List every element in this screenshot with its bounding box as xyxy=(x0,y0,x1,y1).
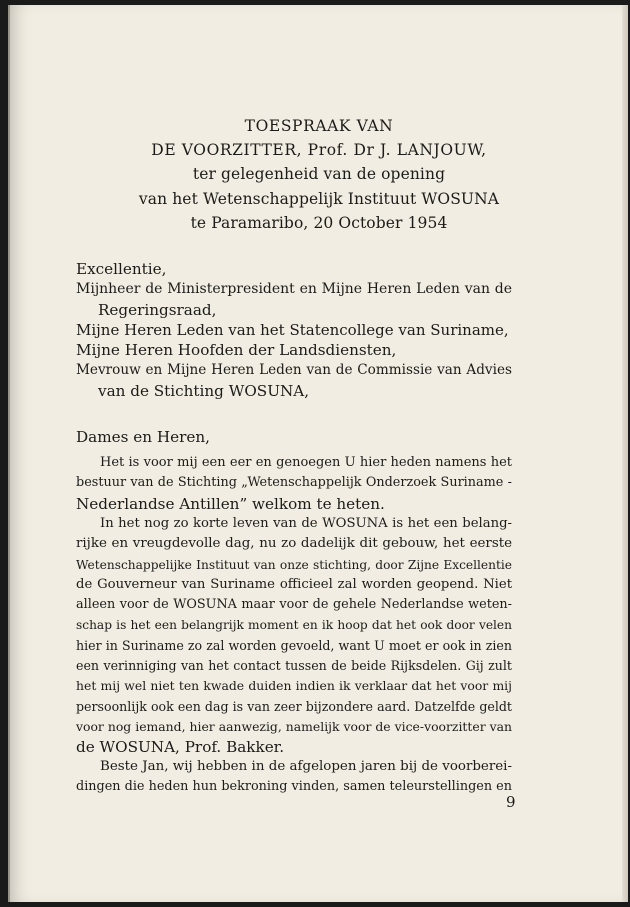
heading-occasion: ter gelegenheid van de opening xyxy=(192,165,446,184)
paragraph-line: hier in Suriname zo zal worden gevoeld, want U moet er ook in zien xyxy=(76,637,512,653)
greeting-line: Dames en Heren, xyxy=(76,428,210,446)
salutation-line: van de Stichting WOSUNA, xyxy=(98,381,310,400)
paragraph-2 xyxy=(76,514,512,758)
heading-institute: van het Wetenschappelijk Instituut WOSUNA xyxy=(138,189,500,208)
salutation-line: Excellentie, xyxy=(76,260,167,278)
heading-place-date: te Paramaribo, 20 October 1954 xyxy=(190,213,448,232)
paragraph-line: rijke en vreugdevolle dag, nu zo dadelijk dit gebouw, het eerste xyxy=(76,536,512,552)
heading-speaker: DE VOORZITTER, Prof. Dr J. LANJOUW, xyxy=(151,141,487,160)
paragraph-line: bestuur van de Stichting „Wetenschappelijk Onderzoek Suriname - xyxy=(76,475,512,491)
paragraph-line: Nederlandse Antillen” welkom te heten. xyxy=(76,494,385,513)
greeting xyxy=(76,427,512,447)
paragraph-line: de Gouverneur van Suriname officieel zal worden geopend. Niet xyxy=(76,576,512,592)
paragraph-line: persoonlijk ook een dag is van zeer bijzondere aard. Datzelfde geldt xyxy=(76,698,512,714)
speech-heading xyxy=(10,114,628,235)
heading-title: TOESPRAAK VAN xyxy=(244,117,394,135)
salutation-line: Mijne Heren Hoofden der Landsdiensten, xyxy=(76,341,397,360)
salutation-block xyxy=(76,259,512,401)
salutation-line: Regeringsraad, xyxy=(98,300,217,319)
paragraph-line: schap is het een belangrijk moment en ik hoop dat het ook door velen xyxy=(76,618,512,633)
paragraph-1 xyxy=(76,453,512,514)
paragraph-line: Het is voor mij een eer en genoegen U hier heden namens het xyxy=(100,455,512,470)
salutation-line: Mijnheer de Ministerpresident en Mijne Heren Leden van de xyxy=(76,281,512,298)
paragraph-line: de WOSUNA, Prof. Bakker. xyxy=(76,738,285,757)
paragraph-line: Wetenschappelijke Instituut van onze stichting, door Zijne Excellentie xyxy=(76,557,512,572)
paragraph-line: dingen die heden hun bekroning vinden, samen teleurstellingen en xyxy=(76,779,512,795)
paragraph-line: alleen voor de WOSUNA maar voor de gehele Nederlandse weten- xyxy=(76,597,512,613)
paragraph-3 xyxy=(76,757,512,798)
page-number: 9 xyxy=(506,793,516,811)
paragraph-line: In het nog zo korte leven van de WOSUNA is het een belang- xyxy=(100,516,512,531)
paragraph-line: voor nog iemand, hier aanwezig, namelijk voor de vice-voorzitter van xyxy=(76,718,512,734)
salutation-line: Mevrouw en Mijne Heren Leden van de Commissie van Advies xyxy=(76,362,512,379)
salutation-line: Mijne Heren Leden van het Statencollege van Suriname, xyxy=(76,320,509,339)
paragraph-line: het mij wel niet ten kwade duiden indien ik verklaar dat het voor mij xyxy=(76,678,512,694)
paragraph-line: Beste Jan, wij hebben in de afgelopen jaren bij de voorberei- xyxy=(100,759,512,774)
document-page xyxy=(8,5,628,902)
paragraph-line: een verinniging van het contact tussen de beide Rijksdelen. Gij zult xyxy=(76,658,512,674)
